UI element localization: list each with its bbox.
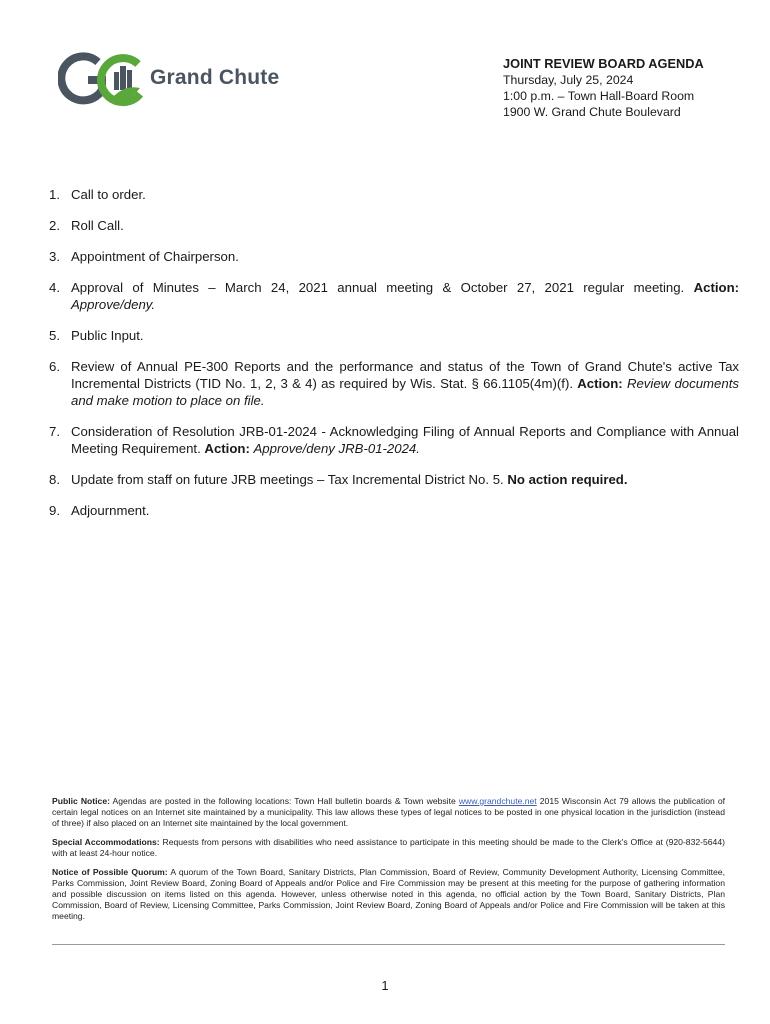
item-text: Call to order. (71, 187, 146, 202)
item-number: 5. (49, 328, 60, 343)
special-accommodations-text: Requests from persons with disabilities who need assistance to participate in this meeting should be made to the Clerk's Office at (920-832-5644) with at least 24-hour notice. (52, 837, 725, 858)
action-label: Action: (693, 280, 740, 295)
item-number: 6. (49, 359, 60, 374)
public-notice-label: Public Notice: (52, 796, 110, 806)
public-notice-text-2: 2015 Wisconsin Act 79 allows the publication of certain legal notices on an Internet site maintained by a municipality. This law allows these types of legal notices to be posted in one physical location in the jurisdiction (instead of three) if also placed on an Internet site maintained by the local government. (52, 796, 725, 828)
item-number: 3. (49, 249, 60, 264)
logo-name: Grand Chute (150, 66, 280, 89)
agenda-item (49, 248, 739, 265)
quorum-notice-text: A quorum of the Town Board, Sanitary Districts, Plan Commission, Board of Review, Community Development Authority, Licensing Committee, Parks Commission, Joint Review Board, Zoning Board of Appeals and/or Police and Fire Commission may be present at this meeting for the purpose of gathering information and possible discussion on items listed on this agenda. However, unless otherwise noted in this agenda, no official action by the Town Board, Sanitary Districts, Plan Commission, Board of Review, Licensing Committee, Parks Commission, Joint Review Board, Zoning Board of Appeals and/or Police and Fire Commission will be taken at this meeting. (52, 867, 725, 921)
action-text: Review documents and make motion to place on file. (71, 376, 739, 408)
agenda-item (49, 358, 739, 409)
action-label: No action required. (507, 472, 628, 487)
item-text: Public Input. (71, 328, 144, 343)
public-notice-text-1: Agendas are posted in the following locations: Town Hall bulletin boards & Town website (112, 796, 456, 806)
special-accommodations (52, 837, 725, 859)
agenda-item (49, 327, 739, 344)
item-text: Adjournment. (71, 503, 150, 518)
agenda-header (503, 56, 758, 120)
item-number: 4. (49, 280, 60, 295)
meeting-time-place: 1:00 p.m. – Town Hall-Board Room (503, 89, 695, 103)
item-number: 9. (49, 503, 60, 518)
footer-notices (52, 796, 725, 930)
action-label: Action: (204, 441, 250, 456)
agenda-item (49, 423, 739, 457)
meeting-date: Thursday, July 25, 2024 (503, 73, 634, 87)
item-number: 7. (49, 424, 60, 439)
meeting-address: 1900 W. Grand Chute Boulevard (503, 105, 681, 119)
item-text: Roll Call. (71, 218, 124, 233)
agenda-title: JOINT REVIEW BOARD AGENDA (503, 56, 704, 71)
item-number: 8. (49, 472, 60, 487)
agenda-item (49, 217, 739, 234)
agenda-item (49, 279, 739, 313)
quorum-notice (52, 867, 725, 922)
special-accommodations-label: Special Accommodations: (52, 837, 160, 847)
agenda-item (49, 471, 739, 488)
grand-chute-logo (58, 50, 288, 112)
agenda-item (49, 186, 739, 203)
item-text: Consideration of Resolution JRB-01-2024 - Acknowledging Filing of Annual Reports and Compliance with Annual Meeting Requirement. (71, 424, 739, 456)
item-text: Review of Annual PE-300 Reports and the performance and status of the Town of Grand Chute's active Tax Incremental Districts (TID No. 1, 2, 3 & 4) as required by Wis. Stat. § 66.1105(4m)(f). (71, 359, 739, 391)
grand-chute-logo-mark (58, 50, 148, 112)
footer-divider (52, 944, 725, 945)
item-number: 1. (49, 187, 60, 202)
item-text: Approval of Minutes – March 24, 2021 annual meeting & October 27, 2021 regular meeting. (71, 280, 685, 295)
agenda-item (49, 502, 739, 519)
item-number: 2. (49, 218, 60, 233)
town-website-link[interactable]: www.grandchute.net (458, 796, 537, 806)
item-text: Update from staff on future JRB meetings – Tax Incremental District No. 5. (71, 472, 504, 487)
action-label: Action: (577, 376, 623, 391)
agenda-list (49, 186, 739, 533)
quorum-notice-label: Notice of Possible Quorum: (52, 867, 168, 877)
action-text: Approve/deny. (71, 297, 156, 312)
item-text: Appointment of Chairperson. (71, 249, 239, 264)
action-text: Approve/deny JRB-01-2024. (253, 441, 420, 456)
page-number: 1 (381, 978, 389, 993)
public-notice (52, 796, 725, 829)
